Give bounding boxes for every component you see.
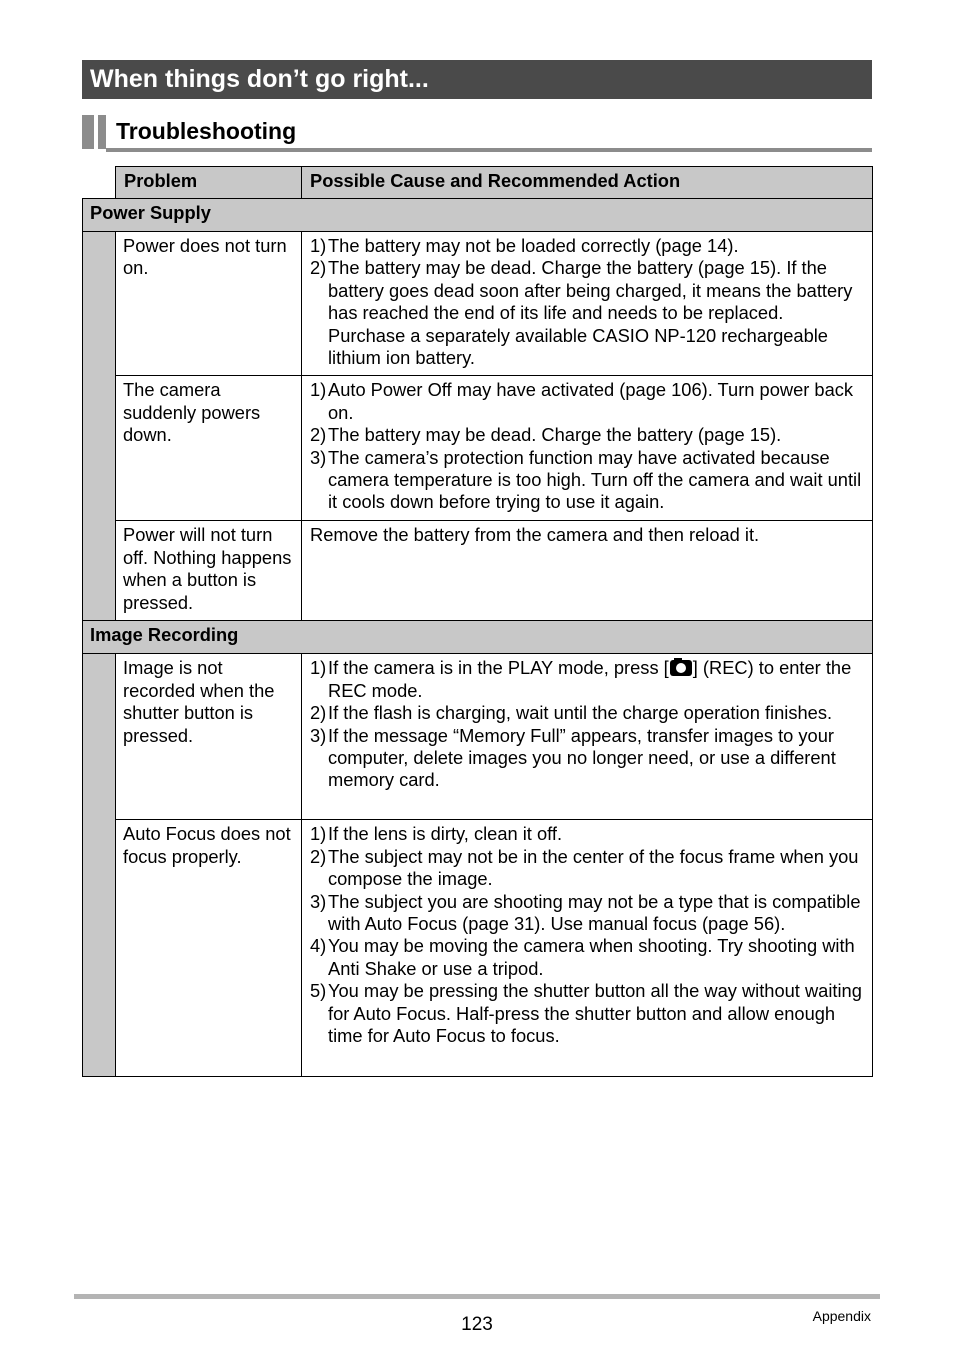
list-item: 3) The camera’s protection function may have activated because camera temperature is too high. Turn off the camera and wait until it cools down before trying to use it again. <box>310 446 862 513</box>
chapter-title: When things don’t go right... <box>90 65 429 93</box>
problem-cell: Image is not recorded when the shutter button is pressed. <box>116 654 302 820</box>
chapter-title-bar <box>82 60 872 99</box>
category-image-recording: Image Recording <box>83 621 873 654</box>
action-cell: Remove the battery from the camera and then reload it. <box>302 521 873 621</box>
section-underline <box>106 148 872 152</box>
list-item: 1) If the lens is dirty, clean it off. <box>310 823 563 845</box>
list-item: 2) The battery may be dead. Charge the battery (page 15). <box>310 424 782 446</box>
action-list <box>310 823 864 1047</box>
section-title: Troubleshooting <box>116 118 297 144</box>
action-cell <box>302 232 873 376</box>
footer-divider <box>74 1294 880 1299</box>
list-item: 2) If the flash is charging, wait until the charge operation finishes. <box>310 702 833 724</box>
list-item: 2) The subject may not be in the center of the focus frame when you compose the image. <box>310 845 859 890</box>
list-item: 1) The battery may not be loaded correctly (page 14). <box>310 235 739 256</box>
category-side-bar <box>83 232 116 621</box>
action-cell <box>302 376 873 521</box>
page-number: 123 <box>461 1314 493 1335</box>
camera-icon <box>670 660 692 676</box>
problem-cell: The camera suddenly powers down. <box>116 376 302 521</box>
header-problem: Problem <box>116 167 302 199</box>
category-power-supply: Power Supply <box>83 199 873 232</box>
header-action: Possible Cause and Recommended Action <box>302 167 873 199</box>
list-item: 3) The subject you are shooting may not be a type that is compatible with Auto Focus (page 31). Use manual focus (page 56). <box>310 890 861 935</box>
section-marker <box>98 115 106 149</box>
category-side-bar <box>83 654 116 1077</box>
list-item: 1) Auto Power Off may have activated (page 106). Turn power back on. <box>310 379 854 423</box>
action-list <box>310 235 864 369</box>
category-row <box>83 199 873 232</box>
action-cell <box>302 820 873 1077</box>
list-item: 3) If the message “Memory Full” appears, transfer images to your computer, delete images you no longer need, or use a different memory card. <box>310 724 836 791</box>
action-list <box>310 379 864 513</box>
troubleshooting-table <box>82 166 873 1077</box>
table-row <box>83 654 873 820</box>
list-item: 1) If the camera is in the PLAY mode, press [ ] (REC) to enter the REC mode. <box>310 657 852 701</box>
table-row <box>83 521 873 621</box>
problem-cell: Power will not turn off. Nothing happens when a button is pressed. <box>116 521 302 621</box>
list-item: 2) The battery may be dead. Charge the battery (page 15). If the battery goes dead soon after being charged, it means the battery has reached the end of its life and needs to be replaced. Purchase a separately available CASIO NP-120 rechargeable lithium ion battery. <box>310 257 853 369</box>
table-row <box>83 376 873 521</box>
table-row <box>83 820 873 1077</box>
section-heading <box>82 115 872 152</box>
problem-cell: Power does not turn on. <box>116 232 302 376</box>
header-spacer <box>83 167 116 199</box>
table-header-row <box>83 167 873 199</box>
problem-cell: Auto Focus does not focus properly. <box>116 820 302 1077</box>
action-list <box>310 657 864 791</box>
footer-section-label: Appendix <box>812 1308 871 1324</box>
list-item: 4) You may be moving the camera when shooting. Try shooting with Anti Shake or use a tripod. <box>310 935 855 979</box>
action-cell <box>302 654 873 820</box>
category-row <box>83 621 873 654</box>
section-marker <box>82 115 94 149</box>
list-item: 5) You may be pressing the shutter button all the way without waiting for Auto Focus. Half-press the shutter button and allow enough time for Auto Focus to focus. <box>310 980 862 1047</box>
table-row <box>83 232 873 376</box>
